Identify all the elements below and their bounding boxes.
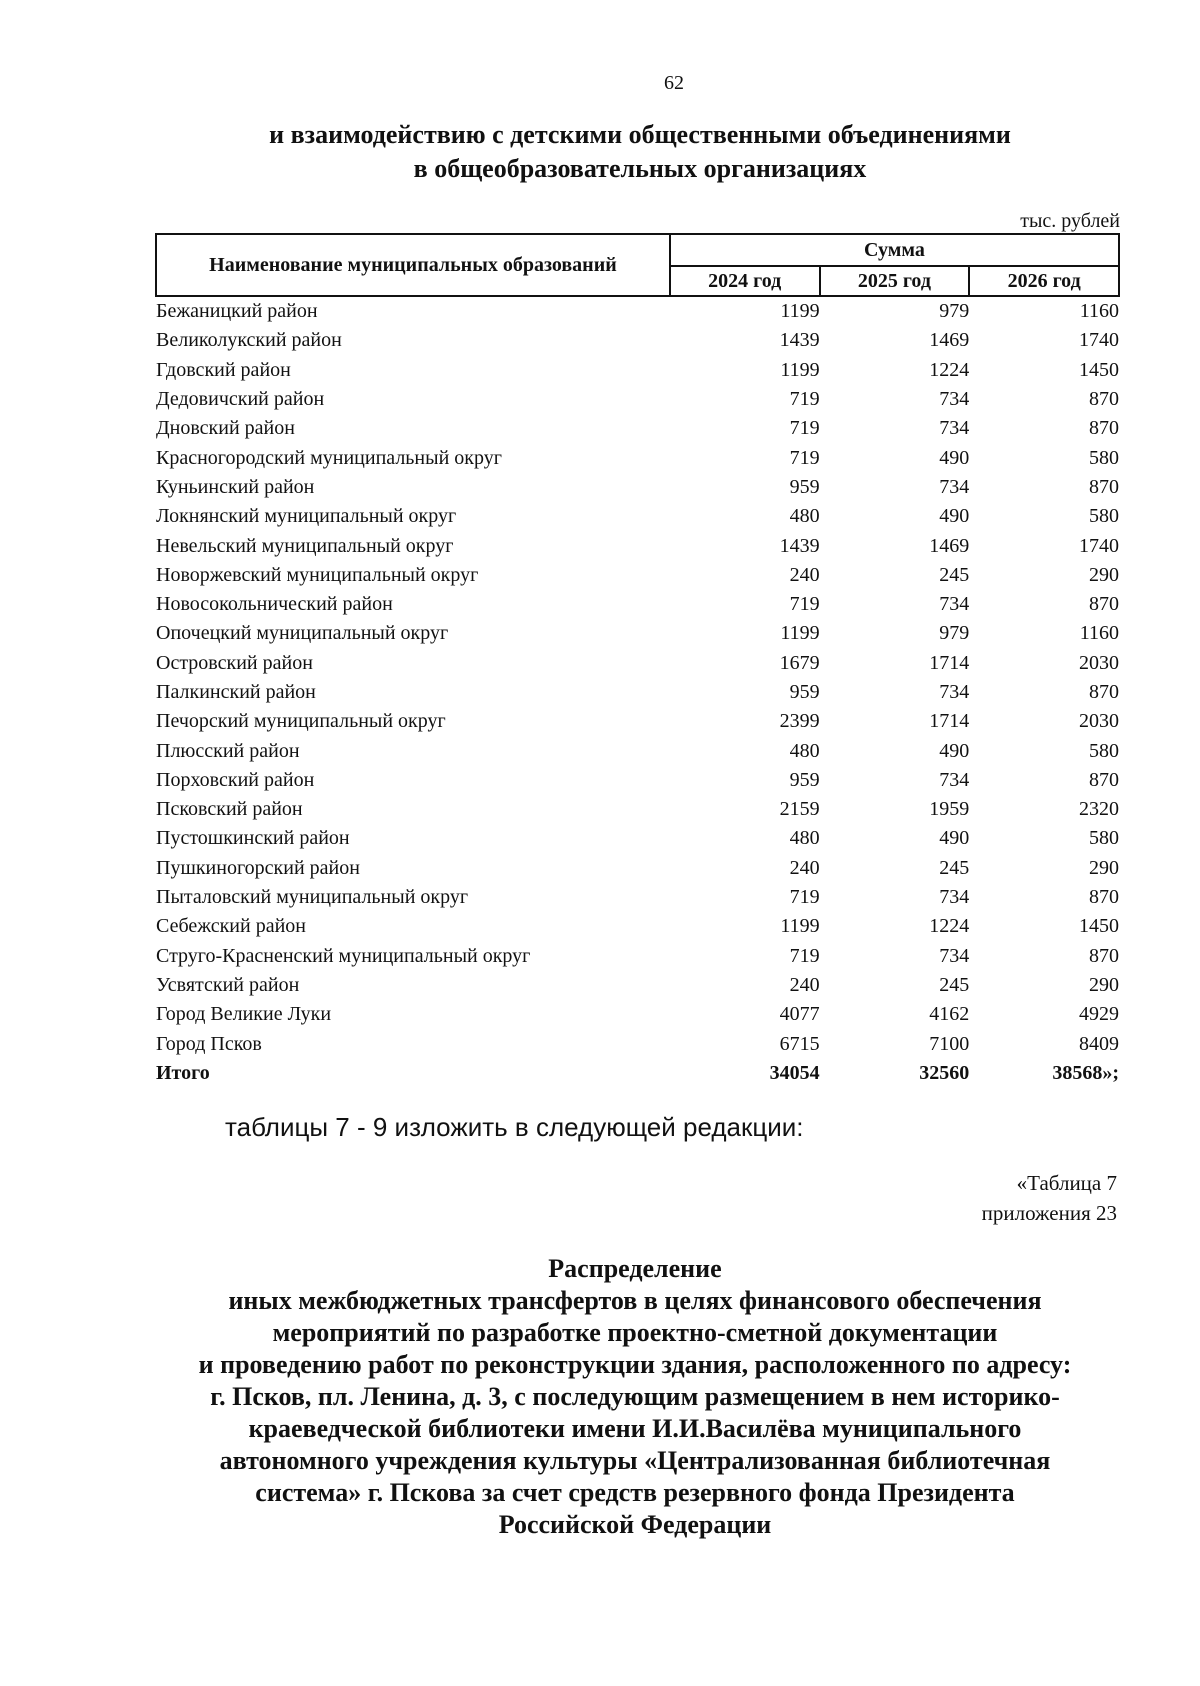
section-title-line: система» г. Пскова за счет средств резервного фонда Президента bbox=[255, 1478, 1015, 1507]
value-2025-cell: 734 bbox=[939, 593, 970, 616]
table-row bbox=[156, 824, 1119, 853]
value-2025-cell: 979 bbox=[939, 622, 970, 645]
municipality-cell: Опочецкий муниципальный округ bbox=[156, 622, 449, 645]
municipality-cell: Плюсский район bbox=[156, 739, 300, 762]
header-name: Наименование муниципальных образований bbox=[156, 234, 670, 296]
value-2025-cell: 734 bbox=[939, 886, 970, 909]
municipality-cell: Город Великие Луки bbox=[156, 1003, 332, 1026]
value-2026-cell: 1740 bbox=[1079, 534, 1119, 557]
value-2024-cell: 719 bbox=[789, 593, 820, 616]
municipality-cell: Красногородский муниципальный округ bbox=[156, 446, 502, 469]
header-year: 2025 год bbox=[820, 266, 970, 296]
municipality-cell: Куньинский район bbox=[156, 475, 315, 498]
table-row bbox=[156, 1029, 1119, 1058]
value-2025-cell: 1469 bbox=[929, 534, 970, 557]
value-2024-cell: 719 bbox=[789, 417, 820, 440]
value-2024-cell: 480 bbox=[789, 505, 820, 528]
value-2025-cell: 245 bbox=[939, 856, 970, 879]
value-2026-cell: 580 bbox=[1089, 827, 1119, 850]
header-sum: Сумма bbox=[670, 234, 1119, 266]
municipality-cell: Палкинский район bbox=[156, 681, 316, 703]
value-2025-cell: 490 bbox=[939, 505, 970, 528]
value-2025-cell: 7100 bbox=[929, 1032, 970, 1055]
value-2026-cell: 290 bbox=[1089, 563, 1119, 586]
transfers-table bbox=[155, 233, 1120, 1088]
municipality-cell: Пушкиногорский район bbox=[156, 856, 360, 879]
municipality-cell: Усвятский район bbox=[156, 973, 300, 996]
value-2025-cell: 490 bbox=[939, 827, 970, 850]
municipality-cell: Невельский муниципальный округ bbox=[156, 534, 454, 557]
table-row bbox=[156, 443, 1119, 472]
value-2025-cell: 734 bbox=[939, 475, 970, 498]
table-row bbox=[156, 590, 1119, 619]
table-row bbox=[156, 971, 1119, 1000]
value-2025-cell: 1714 bbox=[929, 651, 970, 674]
value-2026-cell: 870 bbox=[1089, 886, 1119, 909]
municipality-cell: Бежаницкий район bbox=[156, 300, 318, 323]
value-2026-cell: 580 bbox=[1089, 739, 1119, 762]
value-2026-cell: 290 bbox=[1089, 856, 1119, 879]
value-2024-cell: 2399 bbox=[779, 710, 820, 733]
value-2024-cell: 2159 bbox=[779, 798, 820, 821]
section-title-line: Российской Федерации bbox=[498, 1510, 772, 1539]
table-row bbox=[156, 795, 1119, 824]
municipality-cell: Печорский муниципальный округ bbox=[156, 710, 446, 733]
value-2026-cell: 2030 bbox=[1079, 710, 1119, 733]
municipality-cell: Локнянский муниципальный округ bbox=[156, 505, 457, 528]
value-2024-cell: 719 bbox=[789, 388, 820, 411]
value-2025-cell: 734 bbox=[939, 388, 970, 411]
table-reference-line: приложения 23 bbox=[981, 1201, 1117, 1225]
value-2024-cell: 1199 bbox=[780, 622, 820, 645]
municipality-cell: Порховский район bbox=[156, 768, 315, 791]
value-2026-cell: 1160 bbox=[1079, 622, 1119, 645]
value-2026-cell: 2030 bbox=[1079, 651, 1119, 674]
value-2026-cell: 580 bbox=[1089, 446, 1119, 469]
table-row bbox=[156, 414, 1119, 443]
table-row bbox=[156, 502, 1119, 531]
table-row bbox=[156, 356, 1119, 385]
value-2024-cell: 6715 bbox=[779, 1032, 820, 1055]
section-title-line: и проведению работ по реконструкции здания, расположенного по адресу: bbox=[198, 1350, 1072, 1379]
value-2025-cell: 979 bbox=[939, 300, 970, 323]
section-title-line: краеведческой библиотеки имени И.И.Василёва муниципального bbox=[248, 1414, 1022, 1443]
value-2026-cell: 1160 bbox=[1079, 300, 1119, 323]
table-reference bbox=[820, 1168, 1117, 1228]
value-2025-cell: 1224 bbox=[929, 358, 970, 381]
value-2025-cell: 1224 bbox=[929, 915, 970, 938]
table-row bbox=[156, 619, 1119, 648]
intro-heading-line: и взаимодействию с детскими общественными объединениями bbox=[269, 120, 1011, 149]
table-row bbox=[156, 942, 1119, 971]
value-2026-cell: 4929 bbox=[1079, 1003, 1119, 1026]
value-2026-cell: 870 bbox=[1089, 388, 1119, 411]
value-2026-cell: 1450 bbox=[1079, 915, 1119, 938]
section-title bbox=[130, 1253, 1140, 1541]
table-row bbox=[156, 1000, 1119, 1029]
value-2024-cell: 240 bbox=[789, 563, 820, 586]
value-2024-cell: 719 bbox=[789, 886, 820, 909]
table-row bbox=[156, 649, 1119, 678]
value-2026-cell: 1450 bbox=[1079, 358, 1119, 381]
municipality-cell: Островский район bbox=[156, 651, 313, 674]
municipality-cell: Новосокольнический район bbox=[156, 593, 393, 616]
table-row bbox=[156, 678, 1119, 707]
municipality-cell: Псковский район bbox=[156, 798, 303, 821]
header-year: 2024 год bbox=[670, 266, 820, 296]
municipality-cell: Итого bbox=[156, 1061, 210, 1084]
value-2026-cell: 870 bbox=[1089, 593, 1119, 616]
value-2025-cell: 4162 bbox=[929, 1003, 970, 1026]
table-row bbox=[156, 707, 1119, 736]
table-row bbox=[156, 912, 1119, 941]
value-2025-cell: 1959 bbox=[929, 798, 970, 821]
municipality-cell: Дедовичский район bbox=[156, 388, 325, 411]
value-2024-cell: 480 bbox=[789, 739, 820, 762]
municipality-cell: Новоржевский муниципальный округ bbox=[156, 563, 479, 586]
total-row bbox=[156, 1059, 1119, 1088]
value-2024-cell: 480 bbox=[789, 827, 820, 850]
value-2024-cell: 4077 bbox=[779, 1003, 820, 1026]
value-2024-cell: 34054 bbox=[769, 1061, 820, 1084]
table-row bbox=[156, 473, 1119, 502]
table-row bbox=[156, 736, 1119, 765]
page-number: 62 bbox=[664, 72, 684, 94]
intro-heading-line: в общеобразовательных организациях bbox=[413, 154, 867, 183]
value-2024-cell: 240 bbox=[789, 973, 820, 996]
value-2025-cell: 245 bbox=[939, 563, 970, 586]
municipality-cell: Дновский район bbox=[156, 417, 295, 440]
municipality-cell: Пыталовский муниципальный округ bbox=[156, 886, 469, 909]
value-2024-cell: 1679 bbox=[779, 651, 820, 674]
section-title-line: мероприятий по разработке проектно-сметной документации bbox=[272, 1318, 998, 1347]
municipality-cell: Струго-Красненский муниципальный округ bbox=[156, 944, 531, 967]
value-2025-cell: 490 bbox=[939, 739, 970, 762]
value-2026-cell: 290 bbox=[1089, 973, 1119, 996]
table-row bbox=[156, 883, 1119, 912]
value-2025-cell: 32560 bbox=[919, 1061, 970, 1084]
value-2026-cell: 870 bbox=[1089, 681, 1119, 703]
table-reference-line: «Таблица 7 bbox=[1016, 1171, 1117, 1195]
value-2024-cell: 719 bbox=[789, 446, 820, 469]
section-title-line: г. Псков, пл. Ленина, д. 3, с последующим размещением в нем историко- bbox=[210, 1382, 1060, 1411]
value-2024-cell: 959 bbox=[789, 681, 820, 703]
instruction-text: таблицы 7 - 9 изложить в следующей редакции: bbox=[225, 1112, 804, 1142]
table-row bbox=[156, 766, 1119, 795]
value-2026-cell: 8409 bbox=[1079, 1032, 1119, 1055]
municipality-cell: Себежский район bbox=[156, 915, 306, 938]
value-2024-cell: 1199 bbox=[780, 915, 820, 938]
value-2026-cell: 1740 bbox=[1079, 329, 1119, 352]
value-2025-cell: 1714 bbox=[929, 710, 970, 733]
value-2024-cell: 240 bbox=[789, 856, 820, 879]
value-2026-cell: 38568»; bbox=[1052, 1061, 1119, 1084]
value-2025-cell: 490 bbox=[939, 446, 970, 469]
table-row bbox=[156, 561, 1119, 590]
unit-label: тыс. рублей bbox=[1020, 210, 1120, 232]
value-2026-cell: 870 bbox=[1089, 475, 1119, 498]
header-year: 2026 год bbox=[969, 266, 1119, 296]
value-2026-cell: 870 bbox=[1089, 417, 1119, 440]
value-2026-cell: 870 bbox=[1089, 944, 1119, 967]
value-2026-cell: 580 bbox=[1089, 505, 1119, 528]
value-2024-cell: 959 bbox=[789, 475, 820, 498]
table-row bbox=[156, 296, 1119, 326]
value-2025-cell: 245 bbox=[939, 973, 970, 996]
table-row bbox=[156, 854, 1119, 883]
value-2025-cell: 734 bbox=[939, 417, 970, 440]
value-2025-cell: 734 bbox=[939, 768, 970, 791]
value-2026-cell: 2320 bbox=[1079, 798, 1119, 821]
section-title-line: Распределение bbox=[548, 1254, 722, 1283]
intro-heading bbox=[120, 118, 1160, 186]
value-2025-cell: 734 bbox=[939, 944, 970, 967]
value-2024-cell: 1439 bbox=[779, 329, 820, 352]
value-2024-cell: 1199 bbox=[780, 300, 820, 323]
municipality-cell: Пустошкинский район bbox=[156, 827, 350, 850]
value-2024-cell: 1199 bbox=[780, 358, 820, 381]
value-2025-cell: 734 bbox=[939, 681, 970, 703]
table-row bbox=[156, 385, 1119, 414]
section-title-line: иных межбюджетных трансфертов в целях финансового обеспечения bbox=[228, 1286, 1042, 1315]
municipality-cell: Гдовский район bbox=[156, 358, 291, 381]
section-title-line: автономного учреждения культуры «Централизованная библиотечная bbox=[219, 1446, 1051, 1475]
value-2026-cell: 870 bbox=[1089, 768, 1119, 791]
table-row bbox=[156, 326, 1119, 355]
municipality-cell: Город Псков bbox=[156, 1032, 262, 1055]
table-row bbox=[156, 531, 1119, 560]
value-2024-cell: 719 bbox=[789, 944, 820, 967]
value-2024-cell: 1439 bbox=[779, 534, 820, 557]
value-2025-cell: 1469 bbox=[929, 329, 970, 352]
value-2024-cell: 959 bbox=[789, 768, 820, 791]
municipality-cell: Великолукский район bbox=[156, 329, 342, 352]
